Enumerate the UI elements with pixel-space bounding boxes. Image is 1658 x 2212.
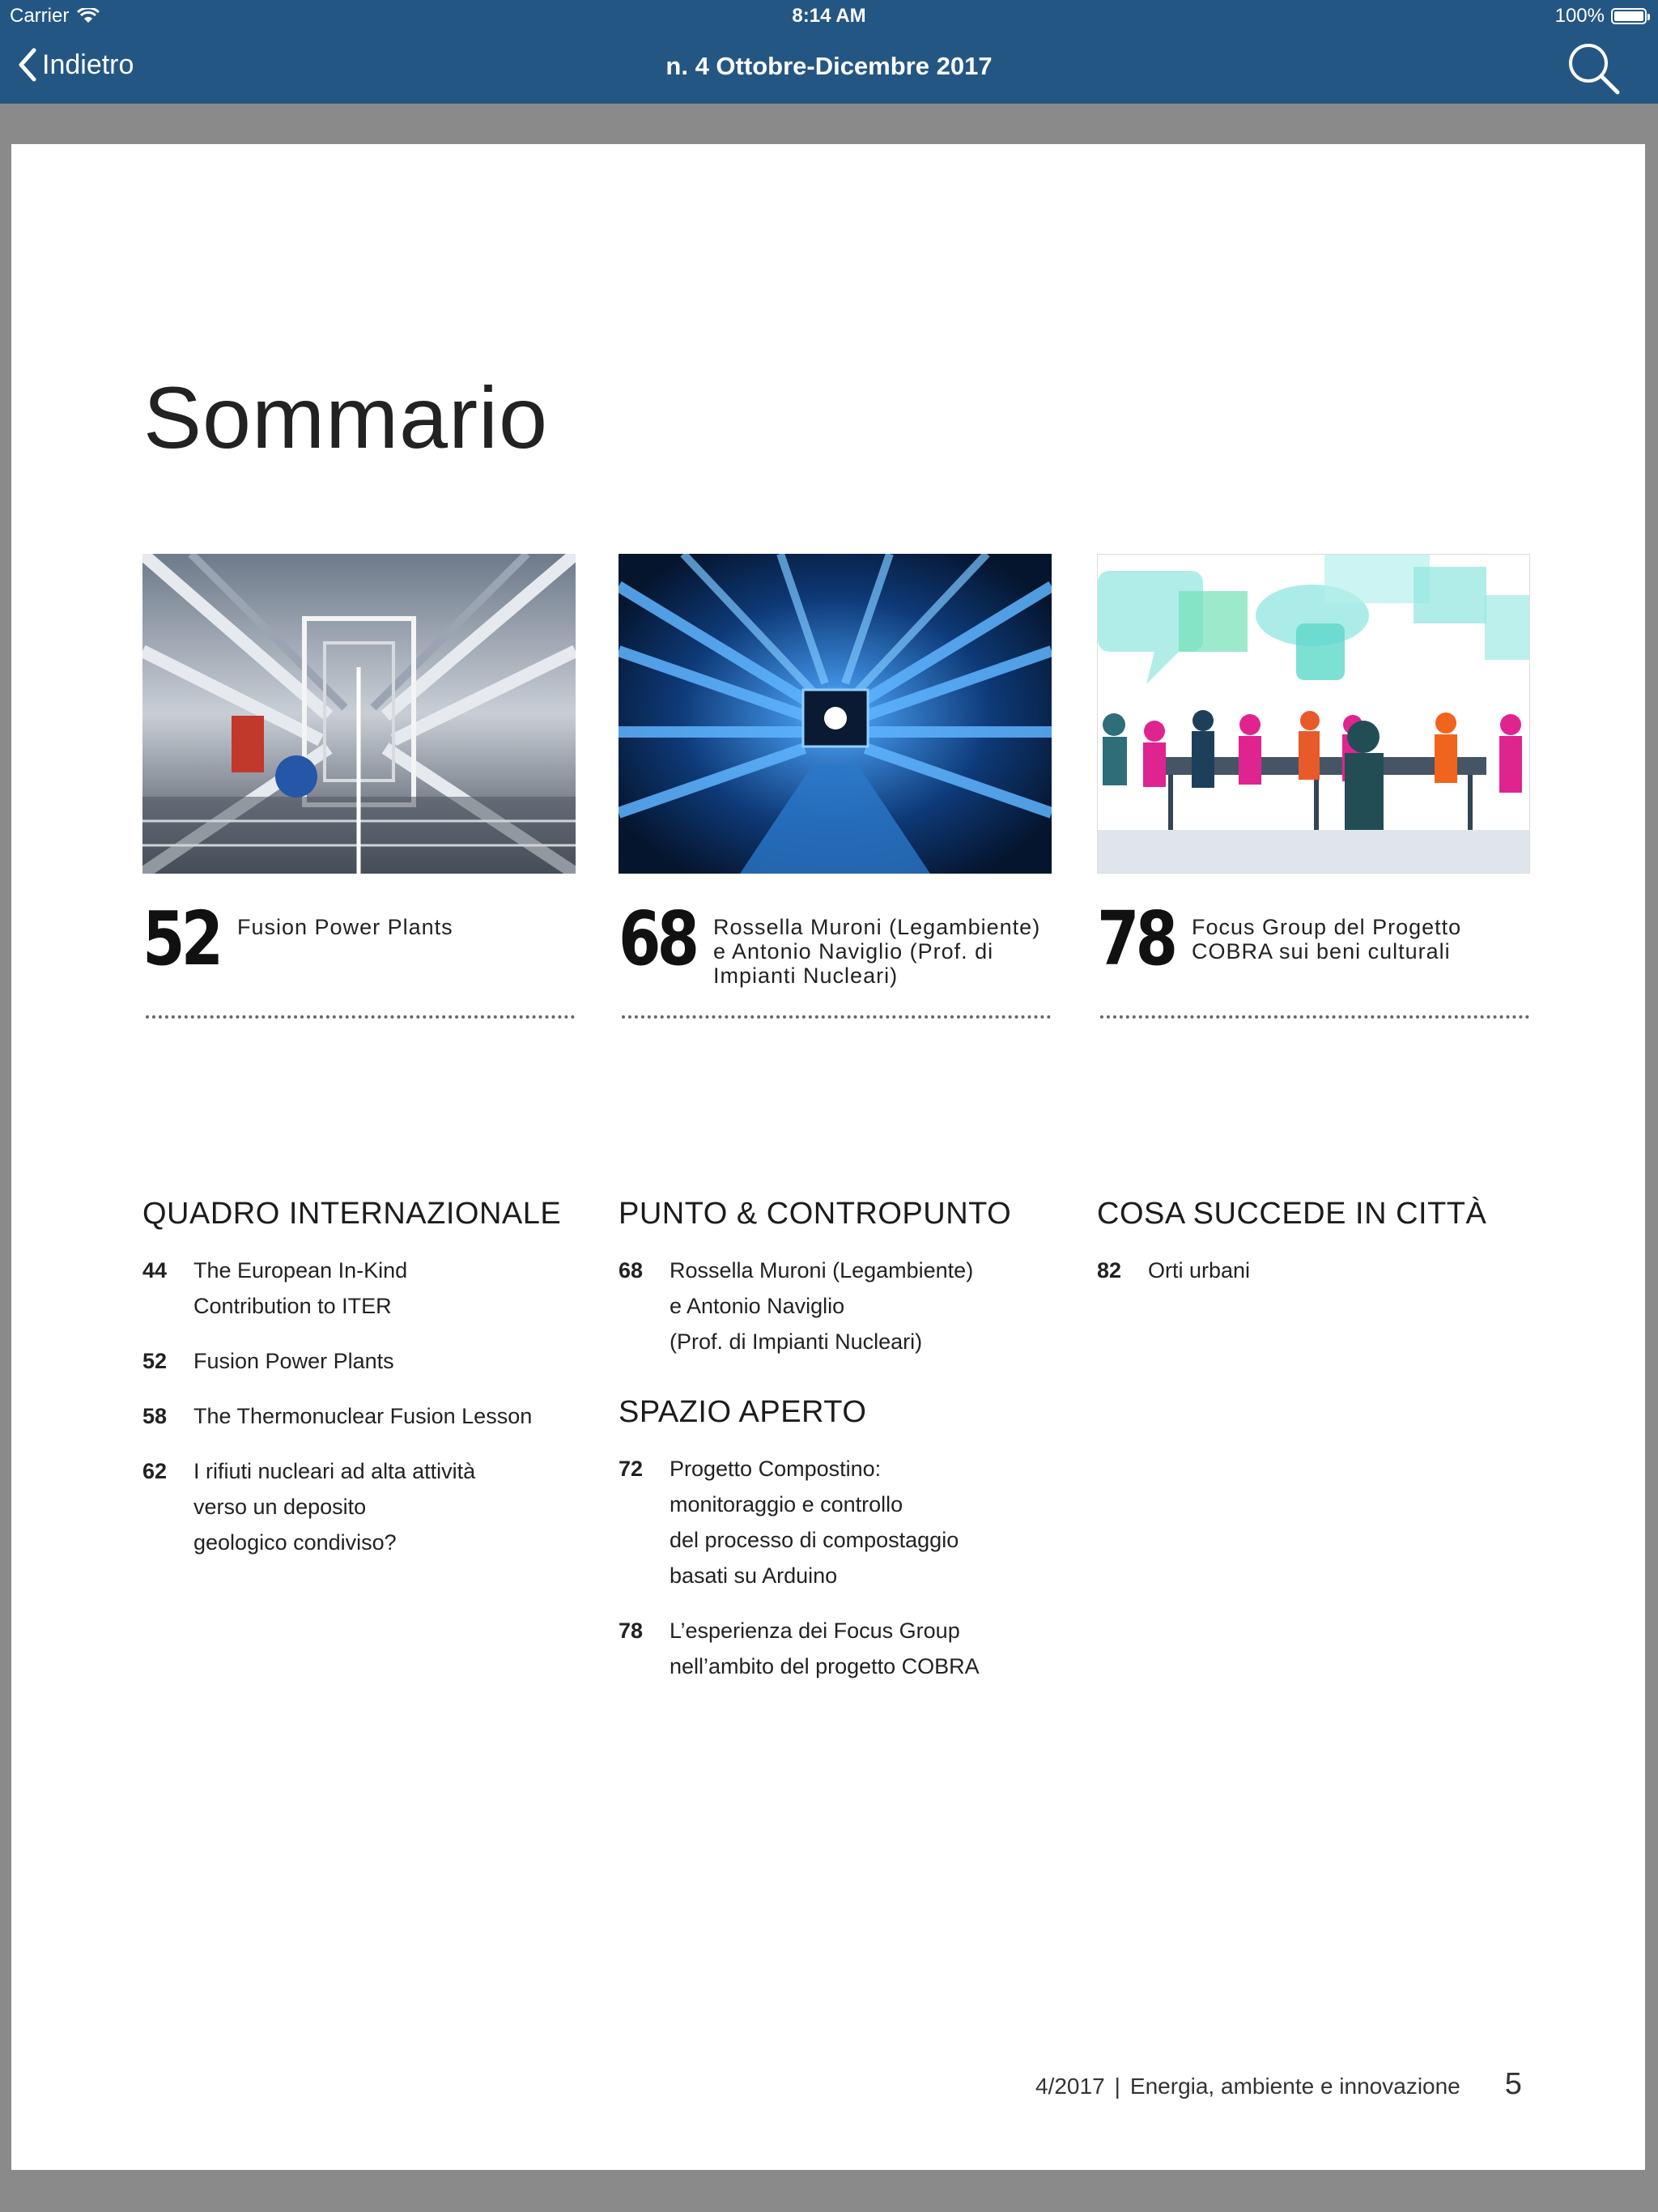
- section-quadro-internazionale: [142, 1197, 596, 1580]
- battery-icon: [1611, 8, 1647, 24]
- footer-page-number: 5: [1504, 2067, 1522, 2101]
- footer-publication: Energia, ambiente e innovazione: [1129, 2074, 1460, 2099]
- entry-page-number: 72: [619, 1457, 644, 1481]
- dotted-divider: [146, 1015, 575, 1019]
- toc-entry[interactable]: [619, 1613, 1072, 1684]
- footer-issue: 4/2017: [1035, 2074, 1105, 2099]
- feature-card[interactable]: [619, 554, 1052, 988]
- feature-image-laser-chamber: [619, 554, 1052, 874]
- status-bar: [0, 0, 1658, 32]
- section-punto-contropunto: [619, 1197, 1072, 1379]
- feature-card[interactable]: [142, 554, 576, 982]
- feature-title: Focus Group del Progetto COBRA sui beni culturali: [1192, 915, 1462, 963]
- feature-page-number: 52: [142, 895, 220, 982]
- section-heading: SPAZIO APERTO: [619, 1395, 867, 1429]
- section-heading: PUNTO & CONTROPUNTO: [619, 1197, 1012, 1231]
- entry-page-number: 52: [142, 1349, 168, 1373]
- page-footer: [1035, 2067, 1522, 2102]
- entry-title: Fusion Power Plants: [193, 1349, 394, 1373]
- entry-page-number: 44: [142, 1258, 168, 1283]
- entry-title: L’esperienza dei Focus Group nell’ambito del progetto COBRA: [670, 1619, 980, 1678]
- feature-image-fusion-reactor: [142, 554, 576, 874]
- dotted-divider: [622, 1015, 1051, 1019]
- feature-title: Fusion Power Plants: [237, 915, 453, 939]
- entry-title: The Thermonuclear Fusion Lesson: [193, 1404, 533, 1428]
- section-heading: QUADRO INTERNAZIONALE: [142, 1197, 562, 1231]
- feature-page-number: 78: [1097, 895, 1175, 982]
- top-bar: [0, 0, 1658, 104]
- issue-title: n. 4 Ottobre-Dicembre 2017: [665, 52, 993, 80]
- navigation-bar: [0, 32, 1658, 104]
- toc-entry[interactable]: [619, 1253, 1072, 1359]
- toc-entry[interactable]: [142, 1398, 596, 1434]
- entry-title: Orti urbani: [1148, 1258, 1251, 1283]
- dotted-divider: [1100, 1015, 1529, 1019]
- toc-entry[interactable]: [142, 1343, 596, 1379]
- battery-percent: 100%: [1554, 5, 1605, 27]
- section-spazio-aperto: [619, 1395, 1072, 1704]
- status-time: 8:14 AM: [792, 5, 866, 27]
- magazine-page: [11, 144, 1645, 2170]
- entry-title: The European In-Kind Contribution to ITER: [193, 1258, 408, 1318]
- section-cosa-succede-in-citta: [1097, 1197, 1550, 1308]
- entry-page-number: 82: [1097, 1258, 1122, 1283]
- feature-title: Rossella Muroni (Legambiente) e Antonio Naviglio (Prof. di Impianti Nucleari): [713, 915, 1041, 988]
- battery-group: [1555, 5, 1647, 28]
- search-icon[interactable]: [1564, 39, 1622, 97]
- toc-entry[interactable]: [142, 1253, 596, 1324]
- entry-page-number: 68: [619, 1258, 644, 1283]
- feature-card[interactable]: [1097, 554, 1530, 982]
- entry-title: I rifiuti nucleari ad alta attività verso un deposito geologico condiviso?: [193, 1459, 476, 1555]
- page-title: Sommario: [143, 368, 549, 466]
- toc-entry[interactable]: [619, 1451, 1072, 1593]
- footer-separator: |: [1114, 2074, 1120, 2099]
- entry-page-number: 62: [142, 1459, 168, 1483]
- carrier-label: Carrier: [10, 5, 70, 27]
- entry-page-number: 58: [142, 1404, 168, 1428]
- section-heading: COSA SUCCEDE IN CITTÀ: [1097, 1197, 1487, 1231]
- toc-entry[interactable]: [1097, 1253, 1550, 1288]
- feature-image-meeting-illustration: [1097, 554, 1530, 874]
- entry-page-number: 78: [619, 1619, 644, 1643]
- toc-entry[interactable]: [142, 1453, 596, 1560]
- back-label: Indietro: [42, 49, 134, 80]
- feature-page-number: 68: [619, 895, 696, 982]
- entry-title: Rossella Muroni (Legambiente) e Antonio Naviglio (Prof. di Impianti Nucleari): [670, 1258, 974, 1354]
- entry-title: Progetto Compostino: monitoraggio e controllo del processo di compostaggio basati su Arduino: [670, 1457, 959, 1588]
